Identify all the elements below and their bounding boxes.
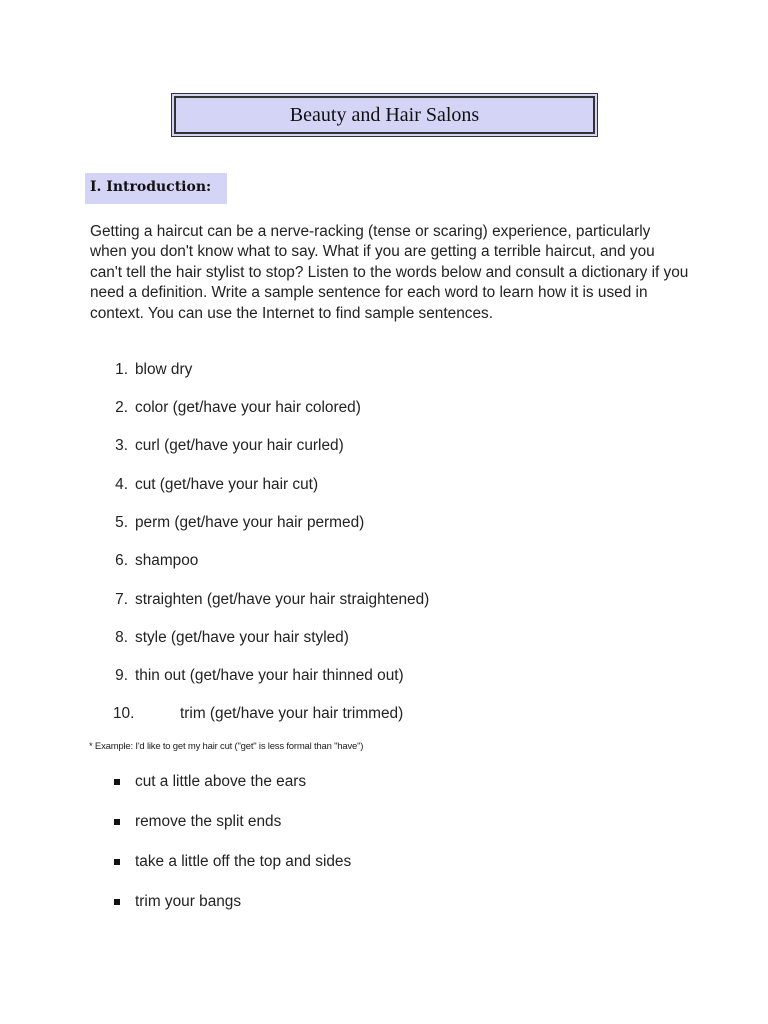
vocab-item-number: 8. xyxy=(115,629,128,646)
vocab-item-text: color (get/have your hair colored) xyxy=(135,399,361,416)
vocab-item-text: shampoo xyxy=(135,552,199,569)
phrase-item-text: remove the split ends xyxy=(135,813,282,830)
vocab-item-text: style (get/have your hair styled) xyxy=(135,629,349,646)
vocab-item-text: cut (get/have your hair cut) xyxy=(135,476,319,493)
vocab-item-number: 4. xyxy=(115,476,128,493)
vocab-item-text: perm (get/have your hair permed) xyxy=(135,514,365,531)
page-title: Beauty and Hair Salons xyxy=(174,96,595,134)
vocab-item-text: curl (get/have your hair curled) xyxy=(135,437,344,454)
vocab-item-number: 10. xyxy=(113,705,135,722)
vocab-item-number: 3. xyxy=(115,437,128,454)
square-bullet-icon xyxy=(114,899,120,905)
phrase-item-text: cut a little above the ears xyxy=(135,773,307,790)
vocab-item-text: blow dry xyxy=(135,361,193,378)
vocab-item-number: 2. xyxy=(115,399,128,416)
vocab-item-number: 9. xyxy=(115,667,128,684)
intro-paragraph: Getting a haircut can be a nerve-racking (tense or scaring) experience, particularly when you don't know what to say. What if you are getting a terrible haircut, and you can't tell the hair stylist to stop? Listen to the words below and consult a dictionary if you need a definition. Write a sample sentence for each word to learn how it is used in context. You can use the Internet to find sample sentences. xyxy=(90,223,689,322)
vocab-item-text: trim (get/have your hair trimmed) xyxy=(180,705,404,722)
example-note: * Example: I'd like to get my hair cut ("get" is less formal than "have") xyxy=(89,741,364,752)
phrase-item-text: take a little off the top and sides xyxy=(135,853,352,870)
vocab-item-number: 7. xyxy=(115,591,128,608)
vocab-item-number: 6. xyxy=(115,552,128,569)
square-bullet-icon xyxy=(114,819,120,825)
section-heading-introduction: I. Introduction: xyxy=(85,173,227,204)
vocab-item-text: straighten (get/have your hair straightened) xyxy=(135,591,430,608)
phrase-item-text: trim your bangs xyxy=(135,893,242,910)
title-box xyxy=(171,93,598,137)
square-bullet-icon xyxy=(114,859,120,865)
vocab-item-number: 5. xyxy=(115,514,128,531)
vocab-item-text: thin out (get/have your hair thinned out) xyxy=(135,667,404,684)
square-bullet-icon xyxy=(114,779,120,785)
vocab-item-number: 1. xyxy=(115,361,128,378)
